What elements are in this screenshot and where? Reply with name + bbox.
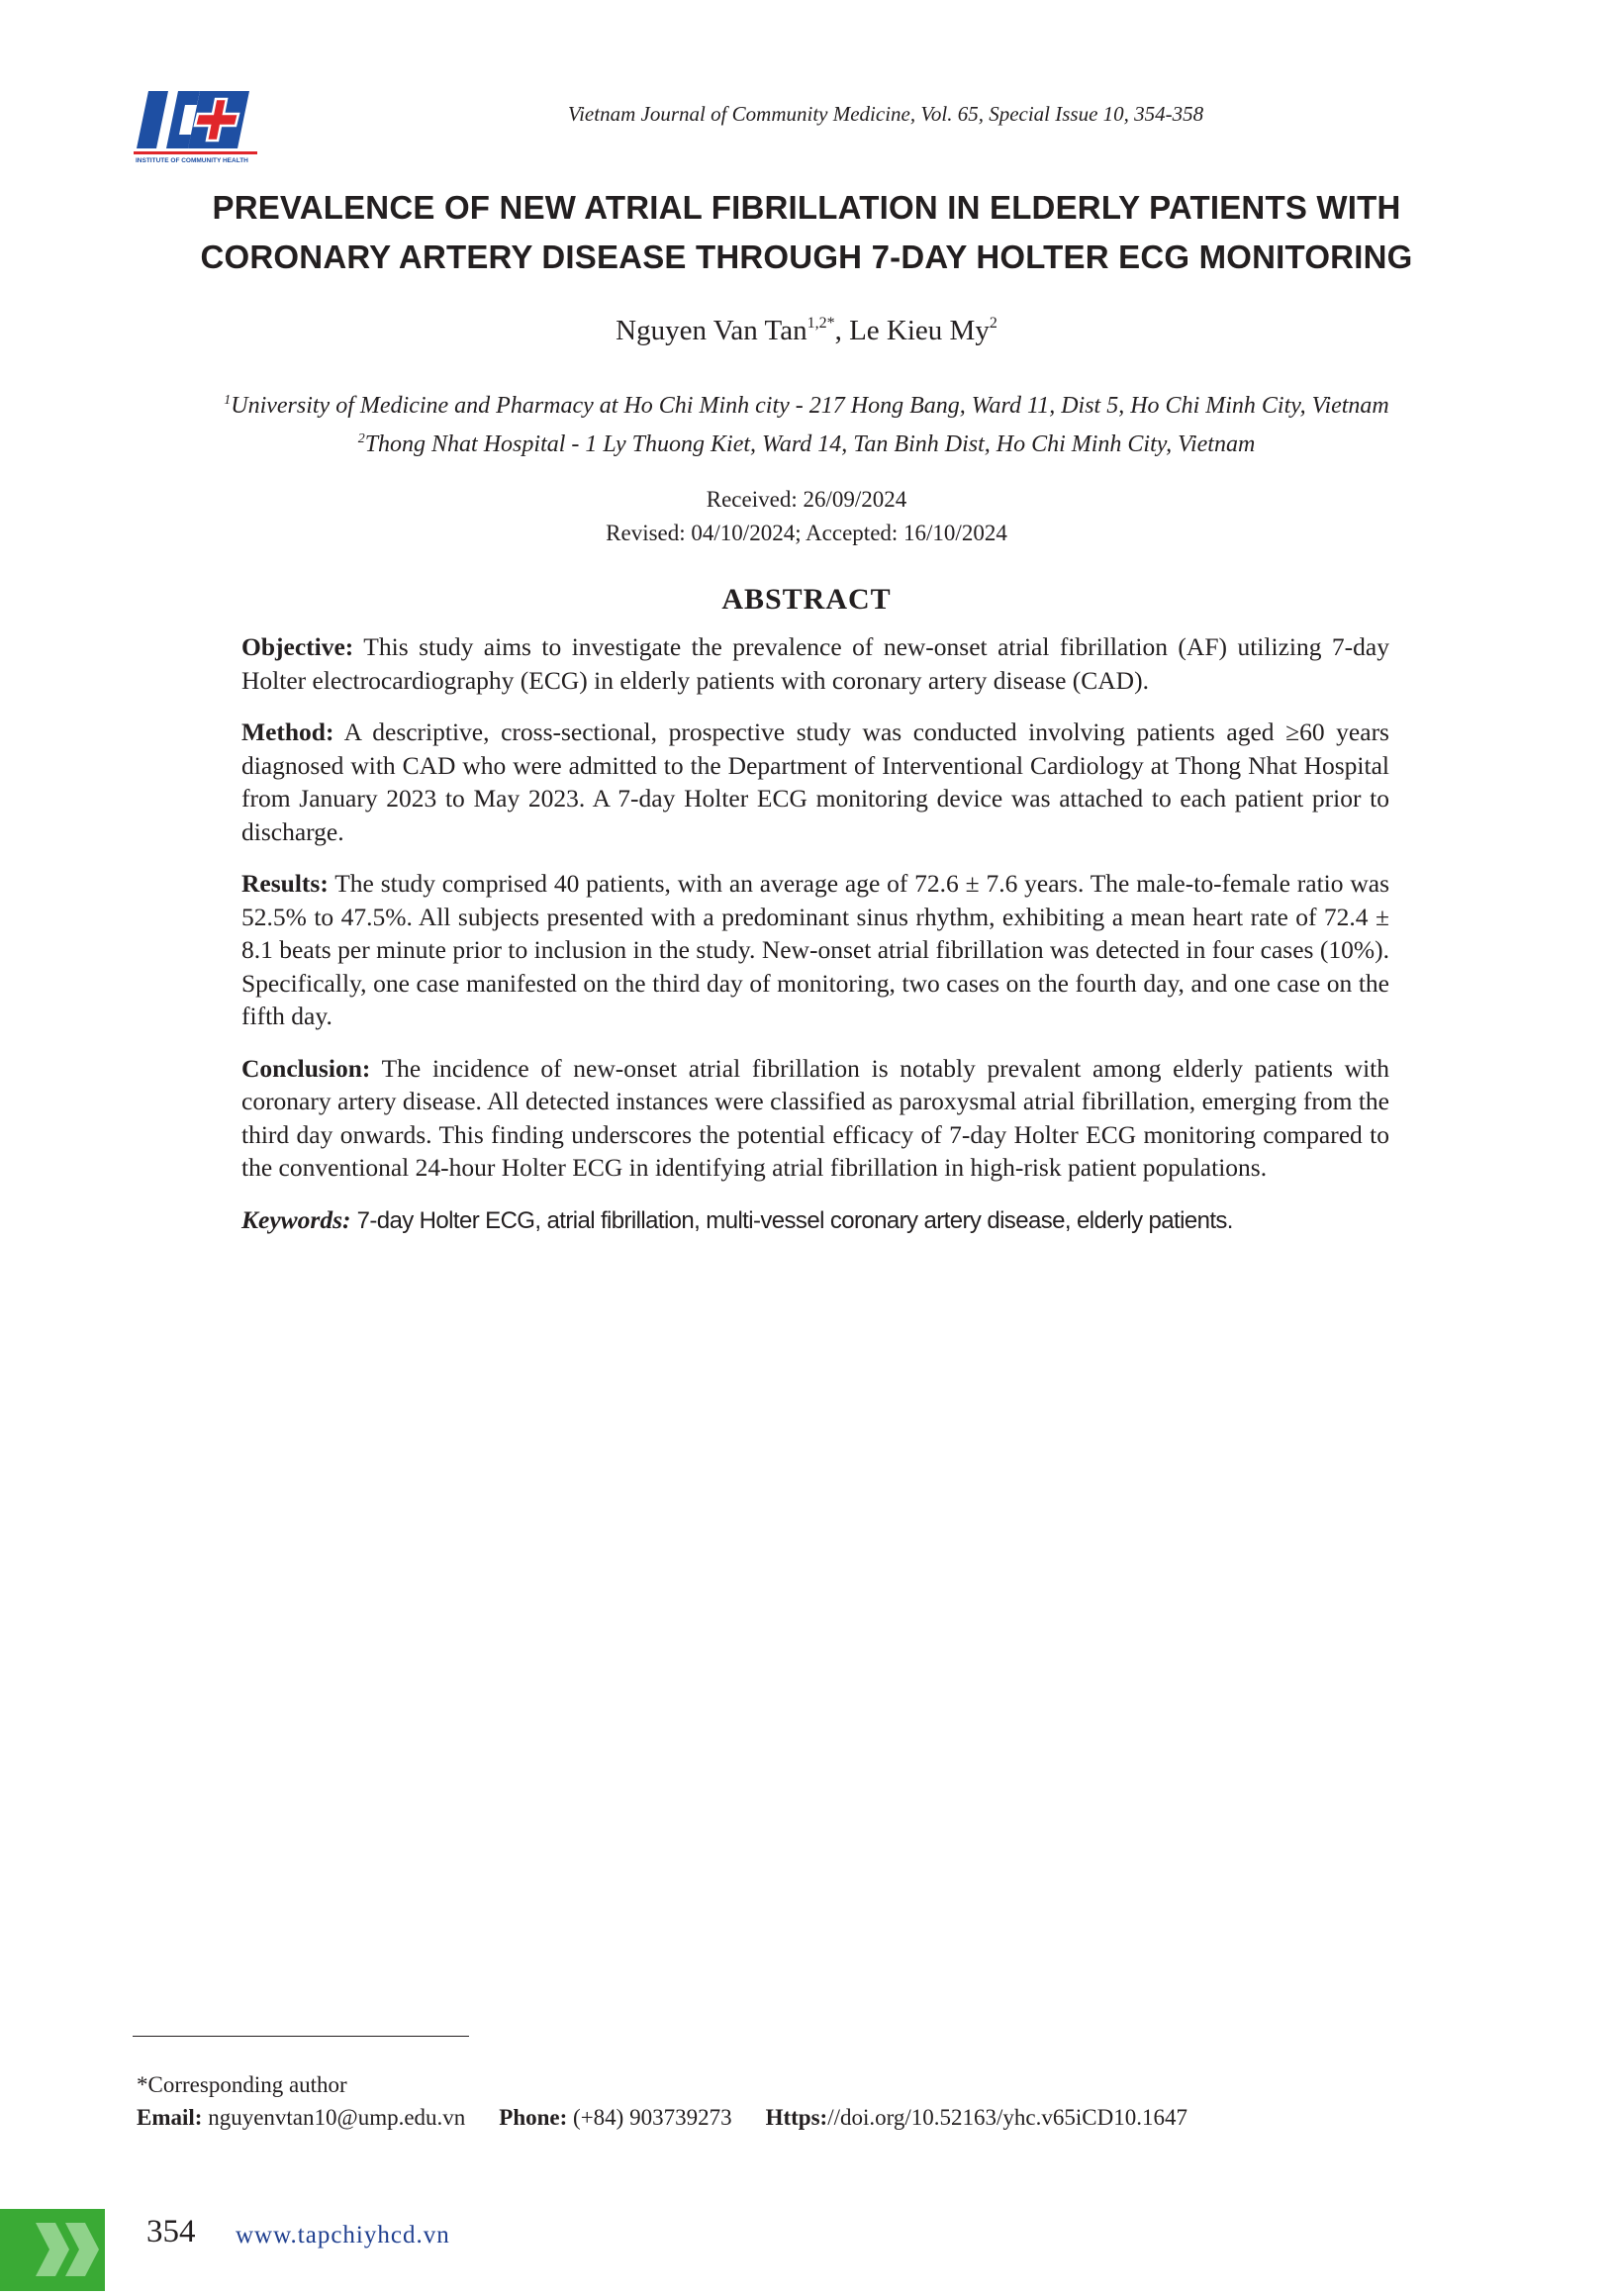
corresponding-author-note: *Corresponding author bbox=[137, 2072, 347, 2097]
contact-line bbox=[137, 2101, 1482, 2134]
author-separator: , bbox=[834, 315, 850, 346]
email-value[interactable]: nguyenvtan10@ump.edu.vn bbox=[202, 2105, 466, 2130]
section-text: This study aims to investigate the prevalence of new-onset atrial fibrillation (AF) utilizing 7-day Holter electrocardiography (ECG) in elderly patients with coronary artery disease (CAD). bbox=[241, 632, 1389, 695]
section-label: Results: bbox=[241, 869, 329, 898]
abstract-objective bbox=[241, 630, 1389, 697]
affiliation-text: Thong Nhat Hospital - 1 Ly Thuong Kiet, Ward 14, Tan Binh Dist, Ho Chi Minh City, Vietnam bbox=[364, 431, 1256, 457]
abstract-keywords bbox=[241, 1203, 1389, 1238]
section-text: A descriptive, cross-sectional, prospective study was conducted involving patients aged ≥60 years diagnosed with CAD who were admitted to the Department of Interventional Cardiology at Thong Nhat Hospital from January 2023 to May 2023. A 7-day Holter ECG monitoring device was attached to each patient prior to discharge. bbox=[241, 718, 1389, 846]
title-line-1: PREVALENCE OF NEW ATRIAL FIBRILLATION IN ELDERLY PATIENTS WITH bbox=[212, 189, 1401, 226]
affiliation-1 bbox=[99, 384, 1514, 423]
footnote bbox=[137, 2068, 1482, 2134]
author-affiliation-marker: 1,2* bbox=[806, 315, 835, 332]
affiliation-2 bbox=[99, 423, 1514, 461]
revised-accepted-date: Revised: 04/10/2024; Accepted: 16/10/2024 bbox=[606, 521, 1007, 545]
keywords-text: 7-day Holter ECG, atrial fibrillation, multi-vessel coronary artery disease, elderly patients. bbox=[350, 1206, 1233, 1234]
abstract-method bbox=[241, 716, 1389, 848]
article-title bbox=[119, 183, 1494, 282]
publication-dates bbox=[119, 483, 1494, 550]
logo-caption: INSTITUTE OF COMMUNITY HEALTH bbox=[136, 157, 248, 164]
page-number: 354 bbox=[146, 2214, 196, 2249]
title-line-2: CORONARY ARTERY DISEASE THROUGH 7-DAY HOLTER ECG MONITORING bbox=[200, 239, 1413, 275]
section-label: Objective: bbox=[241, 632, 354, 661]
phone-value: (+84) 903739273 bbox=[567, 2105, 732, 2130]
author-name: Le Kieu My bbox=[849, 315, 990, 346]
author-list bbox=[119, 315, 1494, 347]
email-label: Email: bbox=[137, 2105, 203, 2130]
abstract-results bbox=[241, 867, 1389, 1033]
section-label: Conclusion: bbox=[241, 1053, 371, 1083]
abstract-heading: ABSTRACT bbox=[721, 583, 892, 616]
affiliation-marker: 2 bbox=[357, 431, 365, 446]
author-affiliation-marker: 2 bbox=[989, 315, 997, 332]
footer-tab bbox=[0, 2209, 105, 2291]
author-name: Nguyen Van Tan bbox=[616, 315, 807, 346]
double-chevron-icon bbox=[0, 2209, 105, 2291]
section-text: The study comprised 40 patients, with an average age of 72.6 ± 7.6 years. The male-to-female ratio was 52.5% to 47.5%. All subjects presented with a predominant sinus rhythm, exhibiting a mean heart rate of 72.4 ± 8.1 beats per minute prior to inclusion in the study. New-onset atrial fibrillation was detected in four cases (10%). Specifically, one case manifested on the third day of monitoring, two cases on the fourth day, and one case on the fifth day. bbox=[241, 869, 1389, 1030]
section-label: Method: bbox=[241, 718, 334, 746]
doi-label: Https: bbox=[765, 2105, 828, 2130]
journal-website-link[interactable]: www.tapchiyhcd.vn bbox=[236, 2222, 450, 2248]
footnote-divider bbox=[133, 2036, 469, 2037]
affiliation-text: University of Medicine and Pharmacy at Ho Chi Minh city - 217 Hong Bang, Ward 11, Dist 5, Ho Chi Minh City, Vietnam bbox=[231, 393, 1389, 419]
received-date: Received: 26/09/2024 bbox=[706, 487, 907, 512]
journal-logo bbox=[131, 87, 264, 164]
journal-citation: Vietnam Journal of Community Medicine, Vol. 65, Special Issue 10, 354-358 bbox=[567, 102, 1204, 126]
doi-link[interactable]: //doi.org/10.52163/yhc.v65iCD10.1647 bbox=[827, 2105, 1187, 2130]
abstract-conclusion bbox=[241, 1052, 1389, 1185]
section-text: The incidence of new-onset atrial fibrillation is notably prevalent among elderly patients with coronary artery disease. All detected instances were classified as paroxysmal atrial fibrillation, emerging from the third day onwards. This finding underscores the potential efficacy of 7-day Holter ECG monitoring compared to the conventional 24-hour Holter ECG in identifying atrial fibrillation in high-risk patient populations. bbox=[241, 1053, 1389, 1182]
affiliation-marker: 1 bbox=[224, 393, 232, 408]
section-label: Keywords: bbox=[241, 1204, 351, 1234]
affiliations bbox=[99, 384, 1514, 461]
phone-label: Phone: bbox=[499, 2105, 568, 2130]
abstract-body bbox=[241, 630, 1389, 1256]
